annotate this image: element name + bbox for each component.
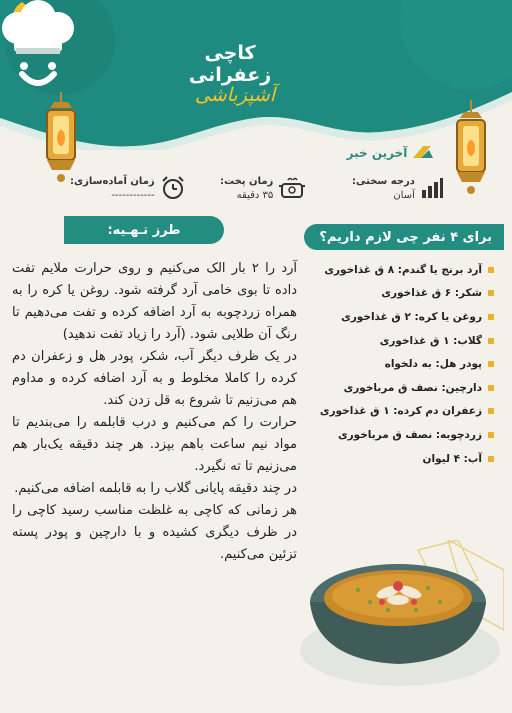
- cooking-pot-icon: [278, 176, 306, 200]
- method-paragraph: در یک ظرف دیگر آب، شکر، پودر هل و زعفران دم کرده را کاملا مخلوط و به آرد اضافه کرده و مداوم هم می‌زنیم تا شروع به قل زدن کند.: [12, 349, 297, 408]
- brand-mark-icon: [411, 144, 433, 162]
- ingredients-heading: [304, 224, 504, 250]
- list-item: زعفران دم کرده: ۱ ق غذاخوری: [304, 400, 494, 424]
- prep-time-value: ------------: [111, 189, 155, 201]
- list-item: دارچین: نصف ق مرباخوری: [304, 376, 494, 400]
- list-item: آب: ۴ لیوان: [304, 447, 494, 471]
- bullet-icon: [488, 290, 494, 296]
- bullet-icon: [488, 338, 494, 344]
- list-item: پودر هل: به دلخواه: [304, 352, 494, 376]
- ingredients-list: [304, 258, 494, 470]
- page-title: کاچی زعفرانی: [188, 42, 272, 86]
- bullet-icon: [488, 408, 494, 414]
- brand-subtitle: آشپزباشی: [194, 84, 276, 106]
- list-item: زردچوبه: نصف ق مرباخوری: [304, 423, 494, 447]
- list-item: گلاب: ۱ ق غذاخوری: [304, 329, 494, 353]
- chef-hat-icon: [0, 0, 76, 98]
- difficulty-info: [352, 168, 444, 208]
- kachi-bowl-image: [298, 540, 504, 700]
- method-paragraph: آرد را ۲ بار الک می‌کنیم و روی حرارت ملایم تفت داده تا بوی خامی آرد گرفته شود. روغن یا کره را به همراه زردچوبه به آرد اضافه کرده و تفت می‌دهیم تا رنگ آن طلایی شود. (آرد را زیاد تفت ندهید): [12, 261, 297, 342]
- method-heading: [64, 216, 224, 244]
- brand-logo: [334, 140, 446, 166]
- cook-time-info: [220, 168, 306, 208]
- bullet-icon: [488, 267, 494, 273]
- bullet-icon: [488, 314, 494, 320]
- method-paragraph: حرارت را کم می‌کنیم و درب قابلمه را می‌بندیم تا مواد نیم ساعت باهم بپزد. هر چند دقیقه یک‌بار هم می‌زنیم تا ته نگیرد.: [12, 415, 297, 474]
- cook-time-value: ۳۵ دقیقه: [236, 189, 274, 201]
- bar-chart-icon: [420, 176, 444, 200]
- bullet-icon: [488, 361, 494, 367]
- bullet-icon: [488, 385, 494, 391]
- bullet-icon: [488, 432, 494, 438]
- ingredients-heading-text: برای ۴ نفر چی لازم داریم؟: [319, 229, 492, 245]
- difficulty-value: آسان: [393, 189, 415, 201]
- method-paragraph: در چند دقیقه پایانی گلاب را به قابلمه اضافه می‌کنیم.: [14, 481, 297, 496]
- brand-name: آخرین خبر: [346, 146, 408, 160]
- list-item: آرد برنج یا گندم: ۸ ق غذاخوری: [304, 258, 494, 282]
- method-text: [12, 258, 297, 566]
- list-item: شکر: ۶ ق غذاخوری: [304, 282, 494, 306]
- method-heading-text: طرز تـهـیه:: [107, 222, 181, 238]
- lantern-right-icon: [450, 100, 492, 202]
- method-paragraph: هر زمانی که کاچی به غلظت مناسب رسید کاچی را در ظرف دیگری کشیده و با دارچین و پودر پسته تزئین می‌کنیم.: [12, 503, 297, 562]
- alarm-clock-icon: [160, 175, 186, 201]
- prep-time-label: زمان آماده‌سازی:: [70, 175, 155, 187]
- list-item: روغن یا کره: ۲ ق غذاخوری: [304, 305, 494, 329]
- prep-time-info: [70, 168, 186, 208]
- bullet-icon: [488, 456, 494, 462]
- difficulty-label: درجه سختی:: [352, 175, 415, 187]
- cook-time-label: زمان پخت:: [220, 175, 274, 187]
